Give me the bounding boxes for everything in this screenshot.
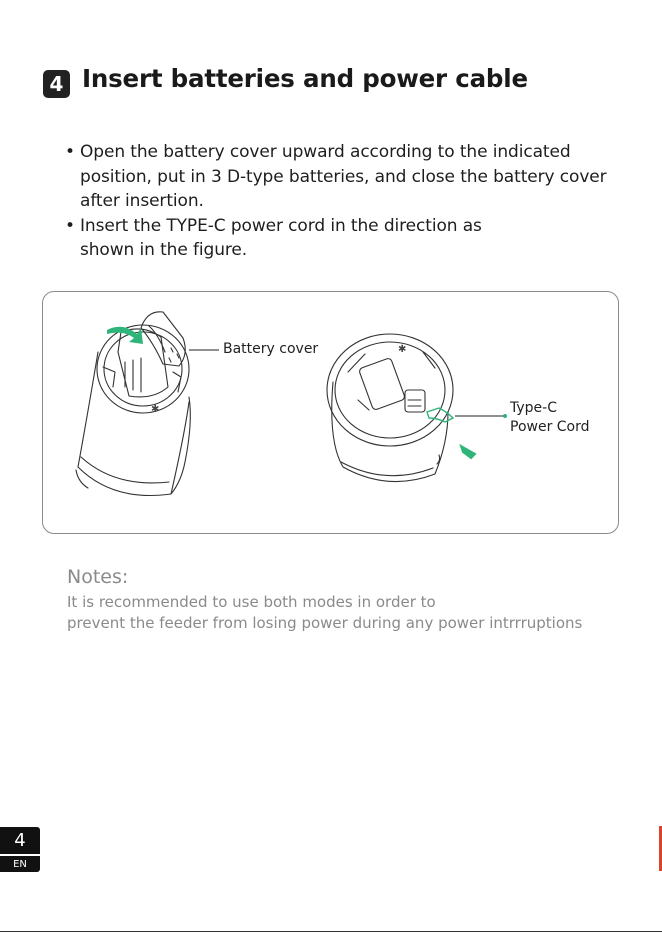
notes-line-1: It is recommended to use both modes in order to (67, 593, 436, 611)
notes-heading: Notes: (67, 566, 129, 588)
cable-insert-arrow-icon (461, 446, 475, 458)
page-number: 4 (0, 827, 40, 854)
svg-text:✱: ✱ (151, 404, 160, 415)
instruction-list (64, 140, 624, 263)
type-c-label-line1: Type-C (510, 400, 557, 416)
page-badge (0, 827, 40, 872)
notes-body (67, 592, 582, 633)
bottom-divider (0, 931, 662, 932)
step-number-badge: 4 (43, 70, 70, 98)
language-tag: EN (0, 856, 40, 872)
illustration-frame (42, 291, 619, 534)
page-title: Insert batteries and power cable (82, 64, 528, 93)
svg-text:✱: ✱ (398, 344, 407, 355)
notes-line-2: prevent the feeder from losing power during any power intrrruptions (67, 613, 583, 632)
instruction-battery: • Open the battery cover upward according to the indicated position, put in 3 D-type batteries, and close the battery cover after insertion. (64, 140, 624, 214)
type-c-label-line2: Power Cord (510, 419, 590, 435)
instruction-power-cord: • Insert the TYPE-C power cord in the direction as shown in the figure. (64, 214, 520, 263)
feeder-cable-side (327, 334, 453, 482)
type-c-callout-dot (503, 414, 507, 418)
battery-cover-label: Battery cover (223, 341, 319, 357)
